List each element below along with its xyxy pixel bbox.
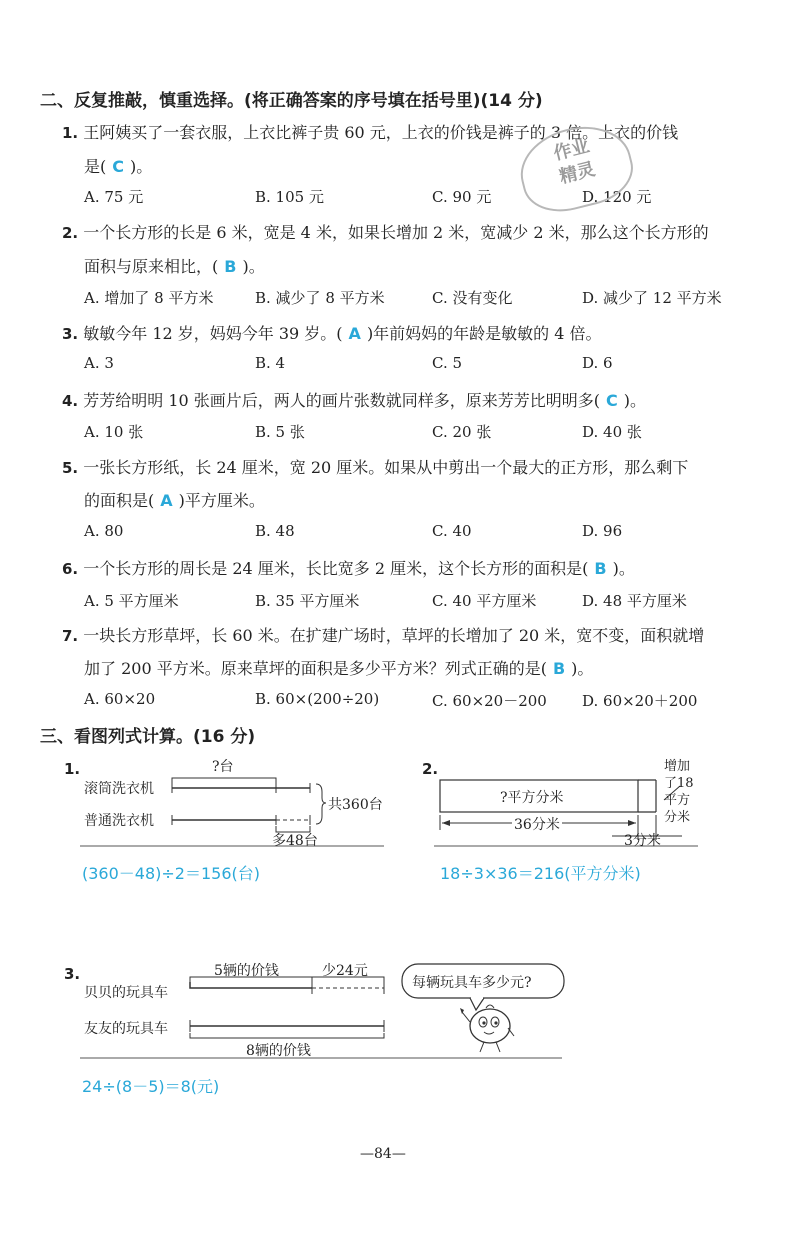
question-7: 7. 一块长方形草坪，长 60 米。在扩建广场时，草坪的长增加了 20 米，宽不变，面积就增 — [62, 626, 705, 645]
option-b: B. 4 — [255, 354, 286, 372]
option-a: A. 10 张 — [84, 423, 144, 441]
option-a: A. 80 — [84, 522, 124, 540]
problem-3-answer: 24÷(8－5)＝8(元) — [82, 1077, 220, 1096]
label-difference: 多48台 — [272, 833, 318, 849]
label-normal-washer: 普通洗衣机 — [84, 813, 154, 829]
option-a: A. 增加了 8 平方米 — [84, 289, 214, 307]
label-length: 36分米 — [512, 814, 562, 834]
problem-2-answer: 18÷3×36＝216(平方分米) — [440, 864, 641, 883]
answer-2: B — [224, 257, 237, 276]
option-a: A. 75 元 — [84, 188, 144, 206]
option-c: C. 20 张 — [432, 423, 492, 441]
option-c: C. 5 — [432, 354, 463, 372]
label-beibei: 贝贝的玩具车 — [84, 985, 168, 1001]
option-b: B. 105 元 — [255, 188, 324, 206]
option-a: A. 60×20 — [84, 690, 156, 708]
option-b: B. 5 张 — [255, 423, 305, 441]
answer-7: B — [552, 659, 566, 678]
option-d: D. 40 张 — [582, 423, 642, 441]
label-less-24: 少24元 — [322, 963, 368, 979]
label-five-price: 5辆的价钱 — [214, 963, 279, 979]
option-c: C. 90 元 — [432, 188, 492, 206]
problem-3-number: 3. — [64, 965, 81, 983]
problem-1-answer: (360－48)÷2＝156(台) — [82, 864, 260, 883]
section3-title: 三、看图列式计算。(16 分) — [40, 727, 256, 747]
option-b: B. 60×(200÷20) — [255, 690, 380, 708]
option-d: D. 120 元 — [582, 188, 652, 206]
option-c: C. 40 — [432, 522, 472, 540]
page-number: —84— — [360, 1146, 406, 1162]
question-5-line2: 的面积是( A )平方厘米。 — [84, 491, 265, 510]
question-2-line2: 面积与原来相比，( B )。 — [84, 257, 265, 276]
option-b: B. 48 — [255, 522, 295, 540]
option-c: C. 40 平方厘米 — [432, 592, 537, 610]
label-increase: 增加 了18 平方 分米 — [664, 759, 694, 825]
label-eight-price: 8辆的价钱 — [246, 1043, 311, 1059]
option-d: D. 60×20＋200 — [582, 692, 698, 710]
answer-1: C — [112, 157, 124, 176]
option-a: A. 3 — [84, 354, 114, 372]
answer-5: A — [160, 491, 173, 510]
option-d: D. 6 — [582, 354, 613, 372]
label-drum-washer: 滚筒洗衣机 — [84, 781, 154, 797]
option-b: B. 减少了 8 平方米 — [255, 289, 385, 307]
option-a: A. 5 平方厘米 — [84, 592, 179, 610]
question-7-line2: 加了 200 平方米。原来草坪的面积是多少平方米？列式正确的是( B )。 — [84, 659, 594, 678]
question-6: 6. 一个长方形的周长是 24 厘米，长比宽多 2 厘米，这个长方形的面积是( B )。 — [62, 559, 635, 578]
watermark-stamp: 作业 精灵 — [512, 116, 640, 221]
answer-3: A — [348, 324, 361, 343]
speech-bubble-text: 每辆玩具车多少元? — [412, 975, 532, 991]
option-d: D. 48 平方厘米 — [582, 592, 687, 610]
question-2: 2. 一个长方形的长是 6 米，宽是 4 米，如果长增加 2 米，宽减少 2 米，那么这个长方形的 — [62, 223, 709, 242]
label-unknown-area: ?平方分米 — [500, 790, 564, 806]
question-3: 3. 敏敏今年 12 岁，妈妈今年 39 岁。( A )年前妈妈的年龄是敏敏的 4 倍。 — [62, 324, 602, 343]
problem-1-number: 1. — [64, 760, 81, 778]
question-number: 1. — [62, 124, 79, 142]
question-1-line2: 是( C )。 — [84, 157, 153, 176]
problem-2-number: 2. — [422, 760, 439, 778]
label-total: 共360台 — [328, 797, 383, 813]
option-d: D. 96 — [582, 522, 623, 540]
option-c: C. 60×20－200 — [432, 692, 547, 710]
label-added-length: 3分米 — [624, 833, 661, 849]
question-5: 5. 一张长方形纸，长 24 厘米，宽 20 厘米。如果从中剪出一个最大的正方形，那么剩下 — [62, 458, 689, 477]
question-text: 王阿姨买了一套衣服，上衣比裤子贵 60 元，上衣的价钱是裤子的 3 倍。上衣的价钱 — [83, 123, 679, 142]
question-4: 4. 芳芳给明明 10 张画片后，两人的画片张数就同样多，原来芳芳比明明多( C )。 — [62, 391, 647, 410]
answer-6: B — [594, 559, 607, 578]
answer-4: C — [606, 391, 618, 410]
label-youyou: 友友的玩具车 — [84, 1021, 168, 1037]
option-b: B. 35 平方厘米 — [255, 592, 360, 610]
option-d: D. 减少了 12 平方米 — [582, 289, 722, 307]
section2-title: 二、反复推敲，慎重选择。(将正确答案的序号填在括号里)(14 分) — [40, 91, 543, 111]
option-c: C. 没有变化 — [432, 289, 513, 307]
label-unknown-count: ?台 — [212, 759, 234, 775]
cartoon-character-icon — [460, 1005, 514, 1052]
